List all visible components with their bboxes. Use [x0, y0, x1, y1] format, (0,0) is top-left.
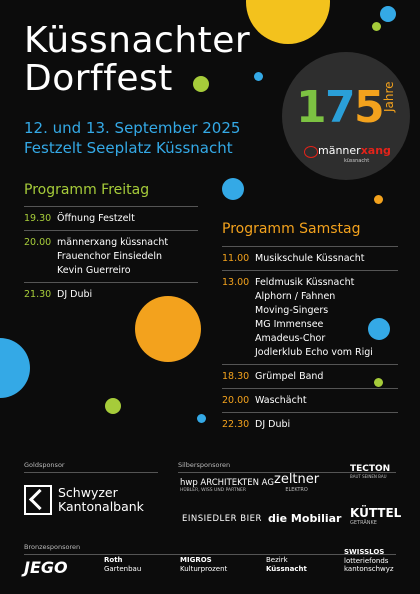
- title-line-2: Dorffest: [24, 58, 173, 99]
- tecton-name: TECTON: [350, 464, 391, 474]
- brand-bold: xang: [360, 144, 391, 157]
- program-time: 20.00: [222, 395, 250, 406]
- saturday-program-row: [222, 412, 398, 436]
- migros-logo: [180, 556, 227, 574]
- badge-digit-7: 7: [325, 82, 356, 133]
- hwp-sub: HÜBLER, WISS UND PARTNER: [180, 488, 246, 493]
- green-dot-decoration: [372, 22, 381, 31]
- migros-sub: Kulturprozent: [180, 565, 228, 573]
- tecton-sub: BAUT SEINEN BAU: [350, 474, 387, 479]
- yellow-circle-decoration: [246, 0, 330, 44]
- saturday-program-row: [222, 246, 398, 270]
- saturday-program-row: [222, 364, 398, 388]
- program-act: männerxang küssnacht: [57, 237, 169, 248]
- program-act: DJ Dubi: [255, 419, 291, 430]
- zeltner-logo: [274, 472, 319, 493]
- szkb-logo-icon: [24, 485, 52, 515]
- orange-dot-decoration: [374, 195, 383, 204]
- event-date-location: [24, 118, 240, 158]
- program-acts: [57, 288, 198, 302]
- einsiedler-bier-logo: EINSIEDLER BIER: [182, 514, 262, 524]
- blue-circle-decoration: [0, 338, 30, 398]
- badge-digit-5: 5: [354, 82, 385, 133]
- badge-jahre: Jahre: [382, 81, 396, 112]
- swisslos-name: SWISSLOS: [344, 548, 385, 556]
- program-acts: [255, 418, 398, 432]
- program-act: Amadeus-Chor: [255, 333, 326, 344]
- szkb-logo: [58, 486, 144, 514]
- friday-program-row: [24, 230, 198, 282]
- mobiliar-logo: die Mobiliar: [268, 512, 342, 525]
- program-time: 20.00: [24, 237, 52, 248]
- program-acts: [255, 252, 398, 266]
- maennerxang-logo-icon: [304, 146, 318, 158]
- roth-name: Roth: [104, 556, 123, 564]
- program-time: 22.30: [222, 419, 250, 430]
- kuettel-sub: GETRÄNKE: [350, 520, 377, 526]
- badge-digit-1: 1: [296, 82, 327, 133]
- program-acts: [57, 212, 198, 226]
- program-act: Jodlerklub Echo vom Rigi: [255, 347, 373, 358]
- blue-dot-decoration: [254, 72, 263, 81]
- gold-sponsor-label: Goldsponsor: [24, 461, 65, 469]
- blue-dot-decoration: [222, 178, 244, 200]
- hwp-logo: [180, 478, 274, 493]
- program-act: Waschächt: [255, 395, 307, 406]
- zeltner-sub: ELEKTRO: [285, 487, 308, 493]
- jego-logo: JEGO: [24, 558, 68, 577]
- green-dot-decoration: [105, 398, 121, 414]
- saturday-program-row: [222, 270, 398, 364]
- program-act: Frauenchor Einsiedeln: [57, 251, 163, 262]
- swisslos-sub: lotteriefonds: [344, 556, 389, 565]
- program-acts: [255, 370, 398, 384]
- program-act: Grümpel Band: [255, 371, 324, 382]
- program-acts: [57, 236, 198, 278]
- badge-brand: [318, 144, 391, 157]
- szkb-line-1: Schwyzer: [58, 485, 118, 500]
- event-dates: 12. und 13. September 2025: [24, 119, 241, 137]
- saturday-program: [222, 246, 398, 436]
- program-time: 19.30: [24, 213, 52, 224]
- saturday-program-row: [222, 388, 398, 412]
- hwp-name: hwp ARCHITEKTEN AG: [180, 478, 274, 488]
- bezirk-logo: [266, 556, 307, 574]
- program-time: 11.00: [222, 253, 250, 264]
- friday-program: [24, 206, 198, 306]
- swisslos-logo: [344, 548, 394, 574]
- program-act: Alphorn / Fahnen: [255, 291, 336, 302]
- swisslos-sub-2: kantonschwyz: [344, 565, 394, 573]
- program-time: 21.30: [24, 289, 52, 300]
- roth-logo: [104, 556, 141, 574]
- event-location: Festzelt Seeplatz Küssnacht: [24, 139, 233, 157]
- migros-name: MIGROS: [180, 556, 212, 564]
- program-act: Moving-Singers: [255, 305, 329, 316]
- blue-dot-decoration: [197, 414, 206, 423]
- bezirk-sub: Küssnacht: [266, 565, 307, 573]
- sponsor-divider: [24, 554, 396, 555]
- program-act: Feldmusik Küssnacht: [255, 277, 355, 288]
- program-time: 18.30: [222, 371, 250, 382]
- program-act: DJ Dubi: [57, 289, 93, 300]
- kuettel-name: KÜTTEL: [350, 506, 402, 520]
- szkb-line-2: Kantonalbank: [58, 499, 144, 514]
- saturday-heading: Programm Samstag: [222, 221, 361, 237]
- brand-pre: männer: [318, 144, 361, 157]
- badge-brand-sub: küssnacht: [344, 158, 370, 164]
- program-acts: [255, 394, 398, 408]
- program-act: Musikschule Küssnacht: [255, 253, 365, 264]
- blue-dot-decoration: [380, 6, 396, 22]
- silver-sponsor-label: Silbersponsoren: [178, 461, 231, 469]
- kuettel-logo: [350, 506, 401, 526]
- friday-program-row: [24, 206, 198, 230]
- program-act: Kevin Guerreiro: [57, 265, 131, 276]
- program-act: MG Immensee: [255, 319, 324, 330]
- roth-sub: Gartenbau: [104, 565, 142, 573]
- sponsor-divider: [24, 472, 158, 473]
- zeltner-name: zeltner: [274, 472, 320, 487]
- bezirk-name: Bezirk: [266, 556, 288, 564]
- bronze-sponsor-label: Bronzesponsoren: [24, 543, 81, 551]
- program-time: 13.00: [222, 277, 250, 288]
- anniversary-badge: [282, 52, 410, 180]
- program-act: Öffnung Festzelt: [57, 213, 135, 224]
- event-title: [24, 22, 250, 98]
- friday-heading: Programm Freitag: [24, 182, 150, 198]
- friday-program-row: [24, 282, 198, 306]
- tecton-logo: [350, 464, 390, 479]
- title-line-1: Küssnachter: [24, 20, 251, 61]
- program-acts: [255, 276, 398, 360]
